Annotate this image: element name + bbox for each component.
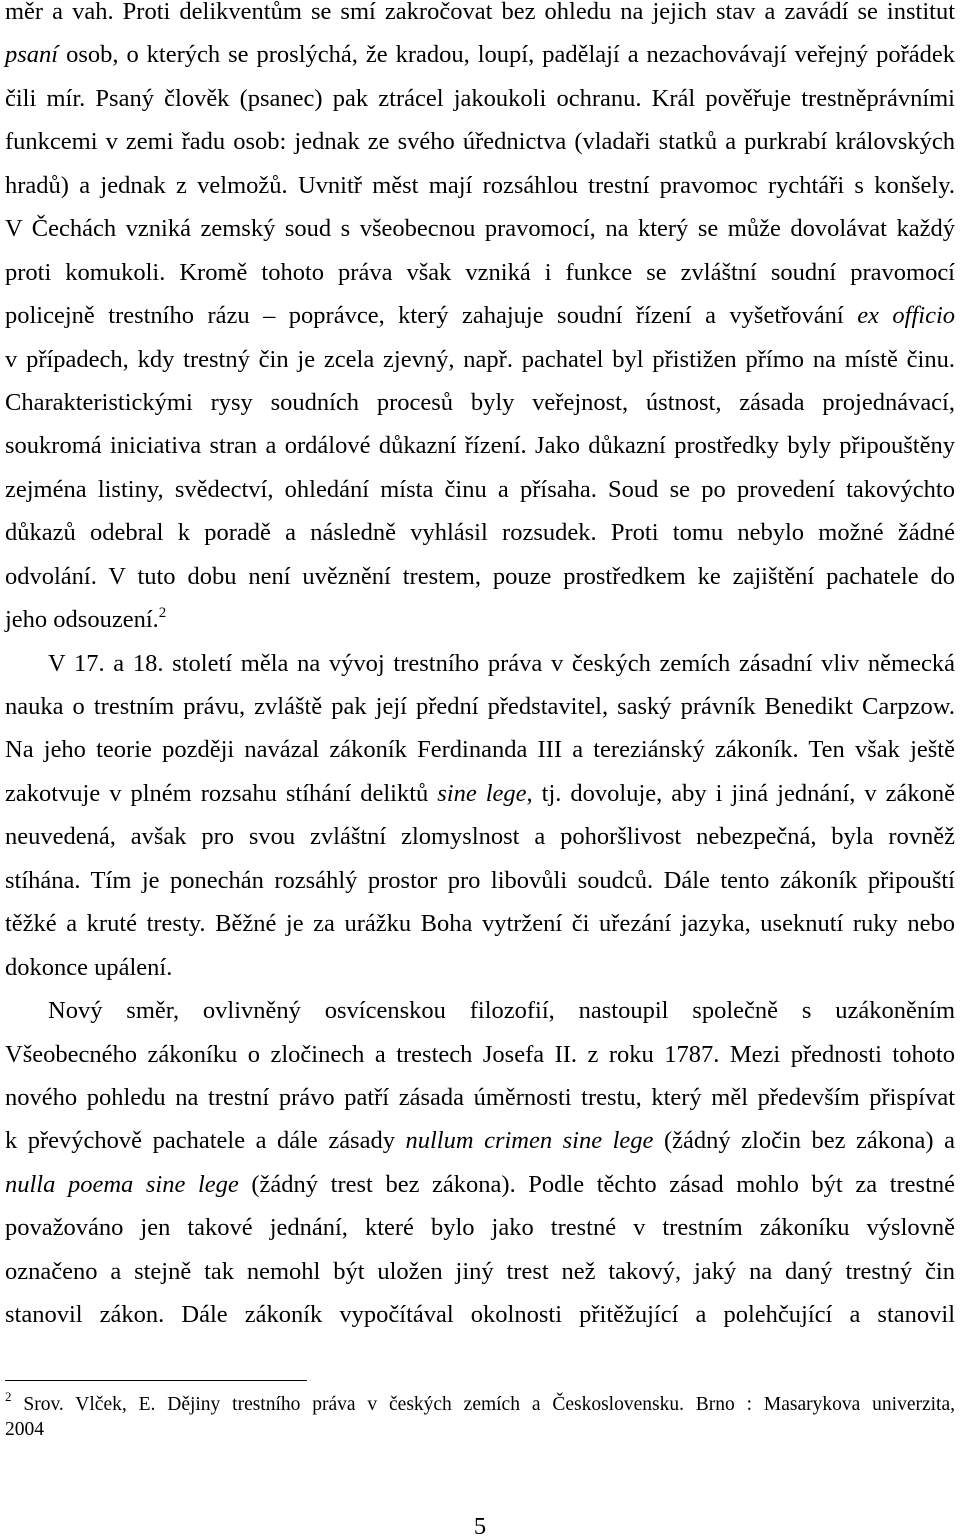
text-line — [5, 294, 955, 337]
text-run: policejně trestního rázu – poprávce, který zahajuje soudní řízení a vyšetřování — [5, 302, 858, 330]
text-line: považováno jen takové jednání, které bylo jako trestné v trestním zákoníku výslovně — [5, 1214, 955, 1242]
text-line: v případech, kdy trestný čin je zcela zjevný, např. pachatel byl přistižen přímo na místě činu. — [5, 345, 955, 373]
text-line: označeno a stejně tak nemohl být uložen jiný trest než takový, jaký na daný trestný čin — [5, 1257, 955, 1285]
text-line: funkcemi v zemi řadu osob: jednak ze svého úřednictva (vladaři statků a purkrabí královských — [5, 128, 955, 156]
text-line: Na jeho teorie později navázal zákoník Ferdinanda III a tereziánský zákoník. Ten však ještě — [5, 736, 955, 764]
text-line: Charakteristickými rysy soudních procesů byly veřejnost, ústnost, zásada projednávací, — [5, 388, 955, 416]
footnote — [5, 1389, 955, 1442]
text-line: těžké a kruté tresty. Běžné je za urážku Boha vytržení či uřezání jazyka, useknutí ruky nebo — [5, 910, 955, 938]
text-line: proti komukoli. Kromě tohoto práva však vzniká i funkce se zvláštní soudní pravomocí — [5, 258, 955, 286]
footnote-line: 2004 — [5, 1419, 44, 1440]
body-text — [5, 0, 955, 1337]
text-line: hradů) a jednak z velmožů. Uvnitř měst mají rozsáhlou trestní pravomoc rychtáři s konšely. — [5, 171, 955, 199]
text-line: Všeobecného zákoníku o zločinech a trestech Josefa II. z roku 1787. Mezi přednosti tohoto — [5, 1040, 955, 1068]
text-line: měr a vah. Proti delikventům se smí zakročovat bez ohledu na jejich stav a zavádí se institut — [5, 0, 955, 25]
footnote-reference: 2 — [158, 605, 167, 622]
text-run: (žádný zločin bez zákona) a — [653, 1127, 955, 1155]
text-line: zejména listiny, svědectví, ohledání místa činu a přísaha. Soud se po provedení takovýchto — [5, 475, 955, 503]
footnote-separator — [5, 1380, 307, 1381]
text-line: stíhána. Tím je ponechán rozsáhlý prostor pro libovůli soudců. Dále tento zákoník připouští — [5, 866, 955, 894]
text-line: čili mír. Psaný člověk (psanec) pak ztrácel jakoukoli ochranu. Král pověřuje trestněprávními — [5, 84, 955, 112]
italic-term: sine lege — [437, 779, 527, 807]
paragraph — [5, 0, 955, 642]
footnote-text: Srov. Vlček, E. Dějiny trestního práva v českých zemích a Československu. Brno : Masarykova univerzita, — [23, 1394, 955, 1415]
text-line: stanovil zákon. Dále zákoník vypočítával okolnosti přitěžující a polehčující a stanovil — [5, 1301, 955, 1329]
text-line: soukromá iniciativa stran a ordálové důkazní řízení. Jako důkazní prostředky byly připouštěny — [5, 432, 955, 460]
text-run: , tj. dovoluje, aby i jiná jednání, v zákoně — [526, 779, 955, 807]
text-run: jeho odsouzení. — [5, 606, 159, 634]
text-line: nového pohledu na trestní právo patří zásada úměrnosti trestu, který měl především přispívat — [5, 1083, 955, 1111]
text-line: nauka o trestním právu, zvláště pak její přední představitel, saský právník Benedikt Carpzow. — [5, 693, 955, 720]
text-line — [5, 1119, 955, 1162]
italic-term: ex officio — [857, 302, 956, 330]
text-run: k převýchově pachatele a dále zásady — [5, 1127, 406, 1155]
page-number: 5 — [473, 1513, 487, 1537]
footnote-line — [5, 1389, 955, 1417]
italic-term: nulla poema sine lege — [5, 1170, 239, 1198]
footnote-marker: 2 — [5, 1389, 12, 1404]
text-line — [5, 1163, 955, 1206]
italic-term: psaní — [5, 41, 59, 69]
text-run: (žádný trest bez zákona). Podle těchto zásad mohlo být za trestné — [238, 1170, 956, 1198]
text-line: V 17. a 18. století měla na vývoj trestního práva v českých zemích zásadní vliv německá — [48, 649, 955, 677]
text-line — [5, 772, 955, 815]
text-line: odvolání. V tuto dobu není uvěznění trestem, pouze prostředkem ke zajištění pachatele do — [5, 562, 955, 590]
text-run: zakotvuje v plném rozsahu stíhání deliktů — [5, 779, 438, 807]
text-line: V Čechách vzniká zemský soud s všeobecnou pravomocí, na který se může dovolávat každý — [5, 215, 955, 243]
text-line: dokonce upálení. — [5, 953, 173, 981]
paragraph — [5, 989, 955, 1337]
text-line — [5, 33, 955, 76]
text-line — [5, 598, 955, 641]
italic-term: nullum crimen sine lege — [405, 1127, 654, 1155]
text-run: osob, o kterých se proslýchá, že kradou, loupí, padělají a nezachovávají veřejný pořádek — [58, 41, 955, 69]
text-line: Nový směr, ovlivněný osvícenskou filozofií, nastoupil společně s uzákoněním — [48, 997, 955, 1025]
text-line: důkazů odebral k poradě a následně vyhlásil rozsudek. Proti tomu nebylo možné žádné — [5, 519, 955, 547]
text-line: neuvedená, avšak pro svou zvláštní zlomyslnost a pohoršlivost nebezpečná, byla rovněž — [5, 823, 955, 851]
paragraph — [5, 642, 955, 990]
